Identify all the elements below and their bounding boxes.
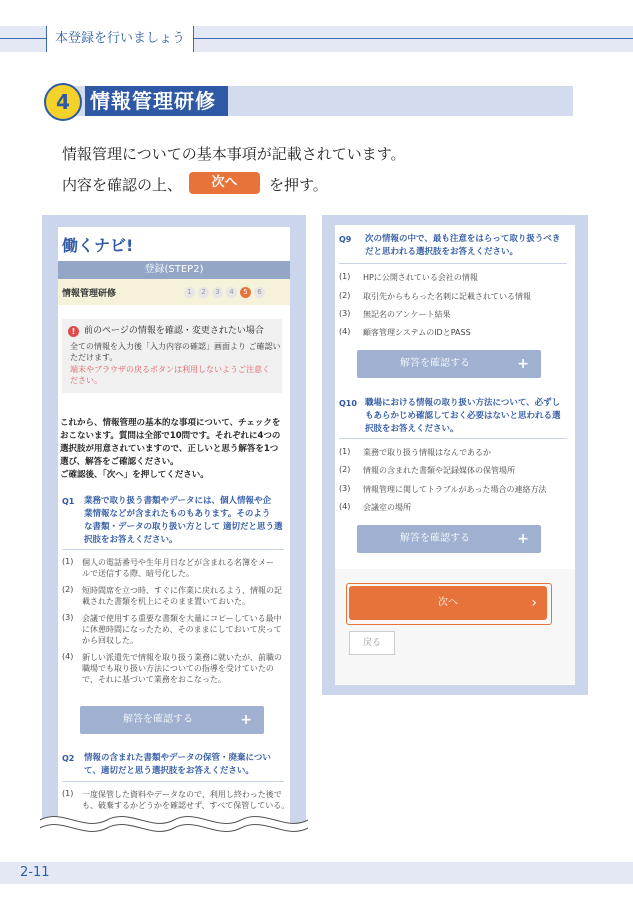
footer-band [0, 862, 633, 884]
q1-option-3-line-3[interactable]: から回収した。 [82, 636, 138, 645]
q9-text-1: 次の情報の中で、最も注意をはらって取り扱うべき [365, 234, 561, 244]
torn-edge [40, 808, 308, 848]
q10-divider [339, 438, 567, 439]
intro-line-4: 選び、解答をご確認ください。 [60, 457, 179, 467]
check-answer-button-q1[interactable] [80, 706, 264, 734]
next-button-label: 次へ [438, 597, 458, 608]
q2-text-1: 情報の含まれた書類やデータの保管・廃棄につい [84, 753, 271, 763]
q1-option-3-number[interactable]: (3) [62, 613, 74, 622]
q1-option-1-line-2[interactable]: ルで送信する際、暗号化した。 [82, 569, 194, 578]
q10-option-2-number[interactable]: (2) [339, 465, 351, 474]
q1-text-3: な書類・データの取り扱い方として 適切だと思う選 [84, 522, 283, 532]
q1-text-4: 択肢をお答えください。 [84, 535, 178, 545]
q2-number: Q2 [62, 754, 75, 763]
q10-option-2-text[interactable]: 情報の含まれた書類や記録媒体の保管場所 [363, 466, 515, 475]
q9-number: Q9 [339, 235, 352, 244]
next-button-illustration: 次へ [189, 172, 260, 194]
q10-option-1-number[interactable]: (1) [339, 447, 351, 456]
q10-option-3-number[interactable]: (3) [339, 484, 351, 493]
q10-number: Q10 [339, 399, 357, 408]
plus-icon: + [517, 531, 529, 547]
q9-divider [339, 263, 567, 264]
q1-option-4-line-3[interactable]: で、それに基づいて業務をおこなった。 [82, 675, 226, 684]
notice-body-1: 全ての情報を入力後「入力内容の確認」画面より ご確認い [70, 342, 281, 351]
instruction-line-2-suffix: を押す。 [269, 176, 328, 194]
progress-step-4: 4 [226, 287, 237, 298]
q9-option-4-number[interactable]: (4) [339, 327, 351, 336]
q9-option-2-text[interactable]: 取引先からもらった名刺に記載されている情報 [363, 292, 531, 301]
notice-body-2: ただけます。 [70, 353, 118, 362]
chevron-right-icon: › [531, 595, 537, 611]
q9-option-4-text[interactable]: 顧客管理システムのIDとPASS [363, 328, 471, 337]
q1-option-2-number[interactable]: (2) [62, 585, 74, 594]
q9-option-3-number[interactable]: (3) [339, 309, 351, 318]
intro-line-2: おこないます。質問は全部で10問です。それぞれに4つの [60, 431, 281, 441]
q9-option-2-number[interactable]: (2) [339, 291, 351, 300]
q1-option-2-line-2[interactable]: 載された書類を机上にそのまま置いておいた。 [82, 597, 250, 606]
q2-option-1-number[interactable]: (1) [62, 789, 74, 798]
q1-option-1-number[interactable]: (1) [62, 557, 74, 566]
q9-option-3-text[interactable]: 無記名のアンケート結果 [363, 310, 451, 319]
q1-text-2: 業情報などが含まれたものもあります。そのよう [84, 509, 271, 519]
progress-step-6: 6 [254, 287, 265, 298]
q10-text-1: 職場における情報の取り扱い方法について、必ずし [365, 398, 561, 408]
instruction-line-1: 情報管理についての基本事項が記載されています。 [62, 145, 406, 163]
notice-warning-1: 端末やブラウザの戻るボタンは利用しないようご注意く [70, 365, 270, 374]
q1-option-4-line-1[interactable]: 新しい派遣先で情報を取り扱う業務に就いたが、前職の [82, 653, 282, 662]
q1-option-1-line-1[interactable]: 個人の電話番号や生年月日などが含まれる名簿をメー [82, 558, 274, 567]
q10-option-4-text[interactable]: 会議室の場所 [363, 503, 411, 512]
page-number: 2-11 [20, 865, 50, 880]
check-answer-button-q10[interactable] [357, 525, 541, 553]
check-answer-label: 解答を確認する [123, 714, 193, 725]
header-tab: 本登録を行いましょう [46, 26, 194, 52]
warning-icon: ! [68, 326, 79, 337]
plus-icon: + [517, 356, 529, 372]
section-number: 4 [44, 83, 82, 121]
progress-bar [58, 279, 290, 305]
next-button[interactable] [349, 586, 547, 620]
q1-option-4-number[interactable]: (4) [62, 652, 74, 661]
q9-option-1-text[interactable]: HPに公開されている会社の情報 [363, 273, 478, 282]
plus-icon: + [240, 712, 252, 728]
q10-option-1-text[interactable]: 業務で取り扱う情報はなんであるか [363, 448, 491, 457]
notice-title: 前のページの情報を確認・変更されたい場合 [84, 326, 264, 336]
notice-warning-2: ださい。 [70, 376, 102, 385]
progress-step-3: 3 [212, 287, 223, 298]
q10-text-2: もあらかじめ確認しておく必要はないと思われる選 [365, 411, 561, 421]
back-button[interactable]: 戻る [349, 631, 395, 655]
q10-option-3-text[interactable]: 情報管理に関してトラブルがあった場合の連絡方法 [363, 485, 547, 494]
q1-divider [62, 549, 284, 550]
q2-divider [62, 781, 284, 782]
q1-text-1: 業務で取り扱う書類やデータには、個人情報や企 [84, 496, 272, 506]
q1-option-3-line-2[interactable]: に休憩時間になったため、そのままにしておいて戻って [82, 625, 282, 634]
intro-line-1: これから、情報管理の基本的な事項について、チェックを [60, 418, 281, 428]
q1-option-2-line-1[interactable]: 短時間席を立つ時、すぐに作業に戻れるよう、情報の記 [82, 586, 282, 595]
left-screen [58, 227, 290, 835]
right-screen [335, 225, 575, 685]
q9-option-1-number[interactable]: (1) [339, 272, 351, 281]
app-logo: 働くナビ! [62, 236, 134, 255]
q1-number: Q1 [62, 497, 75, 506]
check-answer-label: 解答を確認する [400, 358, 470, 369]
check-answer-button-q9[interactable] [357, 350, 541, 378]
step-title-bar: 登録(STEP2) [58, 261, 290, 279]
progress-step-5: 5 [240, 287, 251, 298]
intro-line-5: ご確認後、「次へ」を押してください。 [60, 470, 209, 480]
q2-option-1-line-2[interactable]: も、破棄するかどうかを確認せず、すべて保管している。 [82, 801, 290, 810]
progress-step-1: 1 [184, 287, 195, 298]
notice-box [62, 319, 282, 393]
intro-line-3: 選択肢が用意されていますので、正しいと思う解答を1つ [60, 444, 279, 454]
instruction-line-2-prefix: 内容を確認の上、 [62, 176, 183, 194]
q1-option-4-line-2[interactable]: 職場でも取り扱い方法についての指導を受けていたの [82, 664, 274, 673]
check-answer-label: 解答を確認する [400, 533, 470, 544]
q9-text-2: だと思われる選択肢をお答えください。 [365, 247, 519, 257]
q10-option-4-number[interactable]: (4) [339, 502, 351, 511]
q10-text-3: 択肢をお答えください。 [365, 424, 459, 434]
q1-option-3-line-1[interactable]: 会議で使用する重要な書類を大量にコピーしている最中 [82, 614, 282, 623]
progress-label: 情報管理研修 [62, 289, 117, 299]
section-title: 情報管理研修 [90, 89, 216, 113]
q2-text-2: て、適切だと思う選択肢をお答えください。 [84, 766, 254, 776]
q2-option-1-line-1[interactable]: 一度保管した資料やデータなので、利用し終わった後で [82, 790, 282, 799]
progress-step-2: 2 [198, 287, 209, 298]
